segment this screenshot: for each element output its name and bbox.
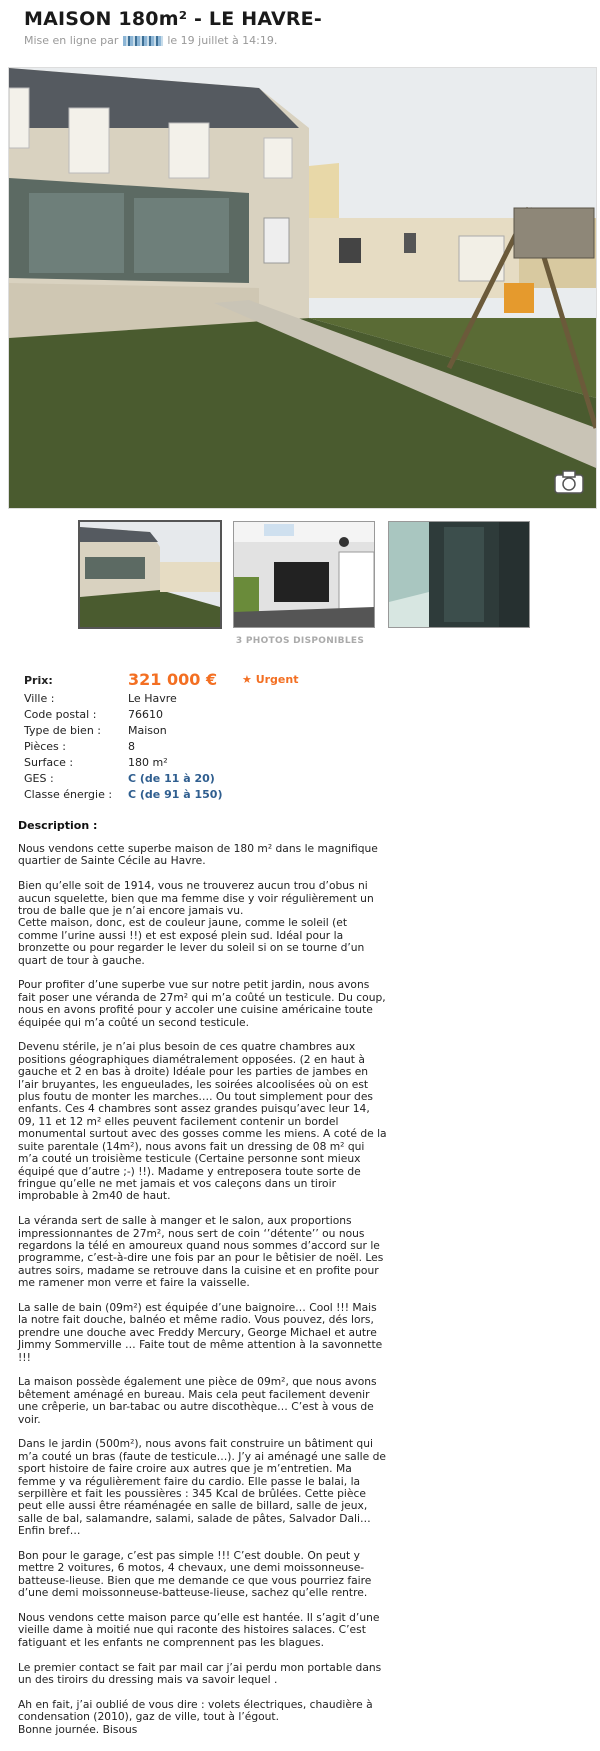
photo-thumbnails	[78, 521, 528, 631]
seller-avatar[interactable]	[123, 36, 163, 46]
main-photo[interactable]	[8, 67, 597, 509]
detail-value: Maison	[128, 724, 167, 737]
description-paragraph: Bien qu’elle soit de 1914, vous ne trouverez aucun trou d’obus ni aucun squelette, bien que ma femme dise y voir régulièrement un trou de balle que je n’ai encore jamais vu. Cette maison, donc, est de couleur jaune, comme le soleil (et comme l’urine aussi !!) et est exposé plein sud. Idéal pour la bronzette ou pour regarder le lever du soleil si on se tourne d’un quart de tour à gauche.	[18, 879, 374, 967]
ges-link[interactable]: C (de 11 à 20)	[128, 772, 215, 785]
detail-label: Type de bien :	[24, 724, 101, 737]
detail-label: Surface :	[24, 756, 74, 769]
detail-value: Le Havre	[128, 692, 177, 705]
photos-count: 3 PHOTOS DISPONIBLES	[235, 636, 365, 646]
detail-value: 8	[128, 740, 135, 753]
posted-info	[24, 34, 277, 47]
description-paragraph: La salle de bain (09m²) est équipée d’une baignoire… Cool !!! Mais la notre fait douche, balnéo et même radio. Vous pouvez, dés lors, prendre une douche avec Freddy Mercury, George Michael et autre Jimmy Sommerville … Faite tout de même attention à la savonnette !!!	[18, 1300, 383, 1364]
detail-label: Ville :	[24, 692, 55, 705]
thumbnail-2[interactable]	[233, 521, 375, 628]
thumbnail-3[interactable]	[388, 521, 530, 628]
posted-prefix: Mise en ligne par	[24, 34, 119, 47]
energy-class-link[interactable]: C (de 91 à 150)	[128, 788, 223, 801]
price-value: 321 000 €	[128, 670, 218, 689]
posted-date: le 19 juillet à 14:19.	[167, 34, 278, 47]
description-paragraph: Ah en fait, j’ai oublié de vous dire : volets électriques, chaudière à condensation (2010), gaz de ville, tout à l’égout. Bonne journée. Bisous	[18, 1697, 373, 1736]
description-paragraph: Le premier contact se fait par mail car j’ai perdu mon portable dans un des tiroirs du dressing mais va savoir lequel .	[18, 1660, 382, 1687]
ad-title: MAISON 180m² - LE HAVRE-	[24, 8, 322, 30]
detail-label: Code postal :	[24, 708, 97, 721]
price-label: Prix:	[24, 674, 53, 687]
description-heading: Description :	[18, 819, 98, 832]
description-paragraph: Dans le jardin (500m²), nous avons fait construire un bâtiment qui m’a couté un bras (faute de testicule…). J’y ai aménagé une salle de sport histoire de faire croire aux autres que je m’entretien. Ma femme y va régulièrement faire du cardio. Elle passe le balai, la serpillère et fait les poussières : 345 Kcal de brûlées. Cette pièce peut elle aussi être réaménagée en salle de billard, salle de jeux, salle de bal, salamandre, salami, salade de pâtes, Salvador Dali… Enfin bref…	[18, 1437, 386, 1538]
camera-icon[interactable]	[554, 470, 584, 494]
detail-value: 76610	[128, 708, 163, 721]
detail-label: Pièces :	[24, 740, 66, 753]
description-paragraph: Pour profiter d’une superbe vue sur notre petit jardin, nous avons fait poser une véranda de 27m² qui m’a coûté un testicule. Du coup, nous en avons profité pour y accoler une cuisine américaine toute équipée qui m’a coûté un second testicule.	[18, 978, 386, 1029]
urgent-badge: ★ Urgent	[242, 673, 299, 686]
description-paragraph: La véranda sert de salle à manger et le salon, aux proportions impressionnantes de 27m², nous sert de coin ‘’détente’’ ou nous regardons la télé en amoureux quand nous sommes d’accord sur le programme, c’est-à-dire une fois par an pour le bêtisier de noël. Les autres soirs, madame se retrouve dans la cuisine et en profite pour me ramener mon verre et faire la vaisselle.	[18, 1214, 384, 1290]
description-paragraph: Nous vendons cette maison parce qu’elle est hantée. Il s’agit d’une vieille dame à moitié nue qui raconte des histoires salaces. C’est fatiguant et les enfants ne comprennent pas les blagues.	[18, 1611, 380, 1649]
detail-label: GES :	[24, 772, 54, 785]
description-paragraph: Nous vendons cette superbe maison de 180 m² dans le magnifique quartier de Sainte Cécile au Havre.	[18, 842, 378, 868]
description-paragraph: Devenu stérile, je n’ai plus besoin de ces quatre chambres aux positions géographiques diamétralement opposées. (2 en haut à gauche et 2 en bas à droite) Idéale pour les parties de jambes en l’air bruyantes, les engueulades, les soirées alcoolisées où on est plus foutu de monter les marches…. Ou tout simplement pour des enfants. Ces 4 chambres sont assez grandes puisqu’avec leur 14, 09, 11 et 12 m² elles peuvent facilement contenir un bordel monumental surtout avec des gosses comme les miens. A coté de la suite parentale (14m²), nous avons fait un dressing de 08 m² qui m’a couté un troisième testicule (Certaine personne sont mieux équipé que d’autre ;-) !!). Madame y entreposera toute sorte de fringue qu’elle ne met jamais et vos caleçons dans un tiroir improbable à 2m40 de haut.	[18, 1040, 387, 1203]
description-paragraph: La maison possède également une pièce de 09m², que nous avons bêtement aménagé en bureau. Mais cela peut facilement devenir une crêperie, un bar-tabac ou autre discothèque… C’est à vous de voir.	[18, 1375, 377, 1426]
detail-value: 180 m²	[128, 756, 168, 769]
description-paragraph: Bon pour le garage, c’est pas simple !!! C’est double. On peut y mettre 2 voitures, 6 motos, 4 chevaux, une demi moissonneuse- batteuse-lieuse. Bien que me demande ce que vous pourriez faire d’une demi moissonneuse-batteuse-lieuse, sachez qu’elle rentre.	[18, 1549, 372, 1600]
detail-label: Classe énergie :	[24, 788, 113, 801]
thumbnail-1[interactable]	[78, 520, 222, 629]
description-body	[18, 843, 398, 1748]
